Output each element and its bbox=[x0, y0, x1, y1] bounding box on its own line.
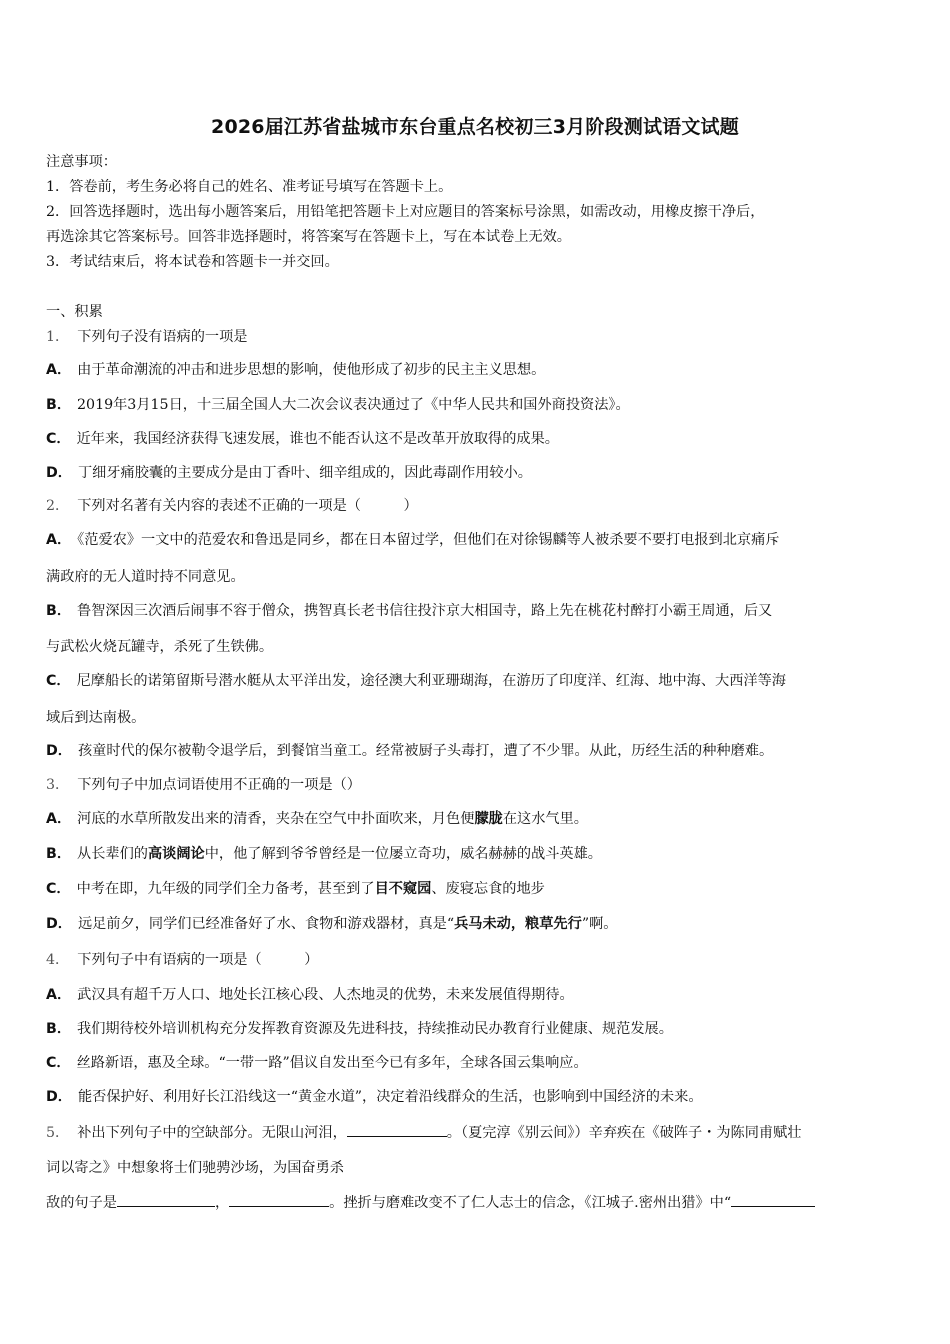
option-text: 能否保护好、利用好长江沿线这一“黄金水道”，决定着沿线群众的生活，也影响到中国经济的未来。 bbox=[77, 1089, 703, 1105]
answer-blank bbox=[347, 1123, 447, 1137]
option-c-continued: 域后到达南极。 bbox=[46, 710, 146, 726]
notice-heading: 注意事项： bbox=[46, 154, 117, 170]
option-label: A． bbox=[46, 987, 72, 1003]
answer-blank bbox=[117, 1193, 215, 1207]
question-number: 1． bbox=[46, 329, 70, 345]
question-4 bbox=[46, 951, 318, 969]
option-text: 从长辈们的 bbox=[77, 846, 148, 862]
option-c bbox=[46, 880, 545, 898]
option-text: 远足前夕，同学们已经准备好了水、食物和游戏器材，真是“ bbox=[77, 916, 455, 932]
option-text: 孩童时代的保尔被勒令退学后，到餐馆当童工。经常被厨子头毒打，遭了不少罪。从此，历经生活的种种磨难。 bbox=[77, 743, 774, 759]
option-text: 中，他了解到爷爷曾经是一位屡立奇功，威名赫赫的战斗英雄。 bbox=[204, 846, 602, 862]
answer-blank bbox=[731, 1193, 815, 1207]
option-label: A． bbox=[46, 811, 72, 827]
option-text: 、废寝忘食的地步 bbox=[431, 881, 545, 897]
option-d bbox=[46, 1088, 703, 1106]
option-b bbox=[46, 396, 630, 414]
question-number: 3． bbox=[46, 777, 70, 793]
option-text: ”啊。 bbox=[581, 916, 618, 932]
option-a bbox=[46, 986, 574, 1004]
question-number: 5． bbox=[46, 1125, 70, 1141]
question-stem: 补出下列句子中的空缺部分。无限山河泪， bbox=[77, 1125, 347, 1141]
option-label: B． bbox=[46, 603, 72, 619]
dotted-word: 朦胧 bbox=[474, 811, 503, 827]
dotted-word: 高谈阔论 bbox=[147, 846, 205, 862]
notice-item: 2．回答选择题时，选出每小题答案后，用铅笔把答题卡上对应题目的答案标号涂黑，如需改动，用橡皮擦干净后， bbox=[46, 204, 765, 220]
option-text: 丁细牙痛胶囊的主要成分是由丁香叶、细辛组成的，因此毒副作用较小。 bbox=[77, 465, 532, 481]
option-label: D． bbox=[46, 916, 72, 932]
answer-blank bbox=[229, 1193, 329, 1207]
question-5-line-2: 词以寄之》中想象将士们驰骋沙场，为国奋勇杀 bbox=[46, 1160, 344, 1176]
option-b bbox=[46, 602, 772, 620]
option-label: A． bbox=[46, 362, 72, 378]
option-label: C． bbox=[46, 673, 71, 689]
question-5-line-3 bbox=[46, 1193, 815, 1212]
option-c bbox=[46, 1054, 588, 1072]
dotted-word: 目不窥园 bbox=[374, 881, 432, 897]
option-text: 鲁智深因三次酒后闹事不容于僧众，携智真长老书信往投汴京大相国寺，路上先在桃花村醉打小霸王周通，后又 bbox=[77, 603, 773, 619]
option-b bbox=[46, 1020, 673, 1038]
option-d bbox=[46, 915, 617, 933]
question-number: 2． bbox=[46, 498, 70, 514]
option-label: D． bbox=[46, 1089, 72, 1105]
option-text: 2019年3月15日，十三届全国人大二次会议表决通过了《中华人民共和国外商投资法》。 bbox=[77, 397, 630, 413]
page-title: 2026届江苏省盐城市东台重点名校初三3月阶段测试语文试题 bbox=[211, 116, 739, 138]
option-label: B． bbox=[46, 397, 72, 413]
option-text: 尼摩船长的诺第留斯号潜水艇从太平洋出发，途径澳大利亚珊瑚海，在游历了印度洋、红海、地中海、大西洋等海 bbox=[76, 673, 786, 689]
option-a-continued: 满政府的无人道时持不同意见。 bbox=[46, 569, 245, 585]
notice-item: 1．答卷前，考生务必将自己的姓名、准考证号填写在答题卡上。 bbox=[46, 179, 453, 195]
option-a bbox=[46, 361, 545, 379]
option-label: C． bbox=[46, 1055, 71, 1071]
option-text: 中考在即，九年级的同学们全力备考，甚至到了 bbox=[76, 881, 375, 897]
question-text: 。（夏完淳《别云间》）辛弃疾在《破阵子・为陈同甫赋壮 bbox=[446, 1125, 802, 1141]
option-b bbox=[46, 845, 602, 863]
option-text: 丝路新语，惠及全球。“一带一路”倡议自发出至今已有多年，全球各国云集响应。 bbox=[76, 1055, 588, 1071]
option-label: C． bbox=[46, 881, 71, 897]
option-b-continued: 与武松火烧瓦罐寺，杀死了生铁佛。 bbox=[46, 639, 274, 655]
question-5 bbox=[46, 1123, 801, 1142]
question-stem: 下列对名著有关内容的表述不正确的一项是（ ） bbox=[77, 498, 418, 514]
question-number: 4． bbox=[46, 952, 70, 968]
option-label: A． bbox=[46, 532, 72, 548]
notice-item: 再选涂其它答案标号。回答非选择题时，将答案写在答题卡上，写在本试卷上无效。 bbox=[46, 229, 571, 245]
option-text: 武汉具有超千万人口、地处长江核心段、人杰地灵的优势，未来发展值得期待。 bbox=[77, 987, 574, 1003]
question-stem: 下列句子没有语病的一项是 bbox=[77, 329, 248, 345]
option-c bbox=[46, 672, 786, 690]
option-text: 我们期待校外培训机构充分发挥教育资源及先进科技，持续推动民办教育行业健康、规范发展。 bbox=[77, 1021, 673, 1037]
option-text: 《范爱农》一文中的范爱农和鲁迅是同乡，都在日本留过学，但他们在对徐锡麟等人被杀要不要打电报到北京痛斥 bbox=[77, 532, 780, 548]
section-heading: 一、积累 bbox=[46, 304, 103, 320]
option-d bbox=[46, 742, 773, 760]
option-label: B． bbox=[46, 846, 72, 862]
option-a bbox=[46, 810, 588, 828]
question-text: ， bbox=[214, 1195, 230, 1211]
option-text: 近年来，我国经济获得飞速发展，谁也不能否认这不是改革开放取得的成果。 bbox=[76, 431, 559, 447]
question-2 bbox=[46, 497, 418, 515]
question-3 bbox=[46, 776, 361, 794]
question-stem: 下列句子中加点词语使用不正确的一项是（） bbox=[77, 777, 361, 793]
option-label: D． bbox=[46, 465, 72, 481]
option-text: 河底的水草所散发出来的清香，夹杂在空气中扑面吹来，月色便 bbox=[77, 811, 475, 827]
option-label: C． bbox=[46, 431, 71, 447]
notice-item: 3．考试结束后，将本试卷和答题卡一并交回。 bbox=[46, 254, 339, 270]
question-stem: 下列句子中有语病的一项是（ ） bbox=[77, 952, 319, 968]
option-text: 由于革命潮流的冲击和进步思想的影响，使他形成了初步的民主主义思想。 bbox=[77, 362, 546, 378]
option-a bbox=[46, 531, 779, 549]
option-text: 在这水气里。 bbox=[502, 811, 588, 827]
option-d bbox=[46, 464, 532, 482]
option-label: B． bbox=[46, 1021, 72, 1037]
question-text: 敌的句子是 bbox=[46, 1195, 117, 1211]
option-c bbox=[46, 430, 559, 448]
question-1 bbox=[46, 328, 247, 346]
question-text: 。挫折与磨难改变不了仁人志士的信念，《江城子.密州出猎》中“ bbox=[329, 1195, 732, 1211]
option-label: D． bbox=[46, 743, 72, 759]
dotted-word: 兵马未动，粮草先行 bbox=[454, 916, 582, 932]
